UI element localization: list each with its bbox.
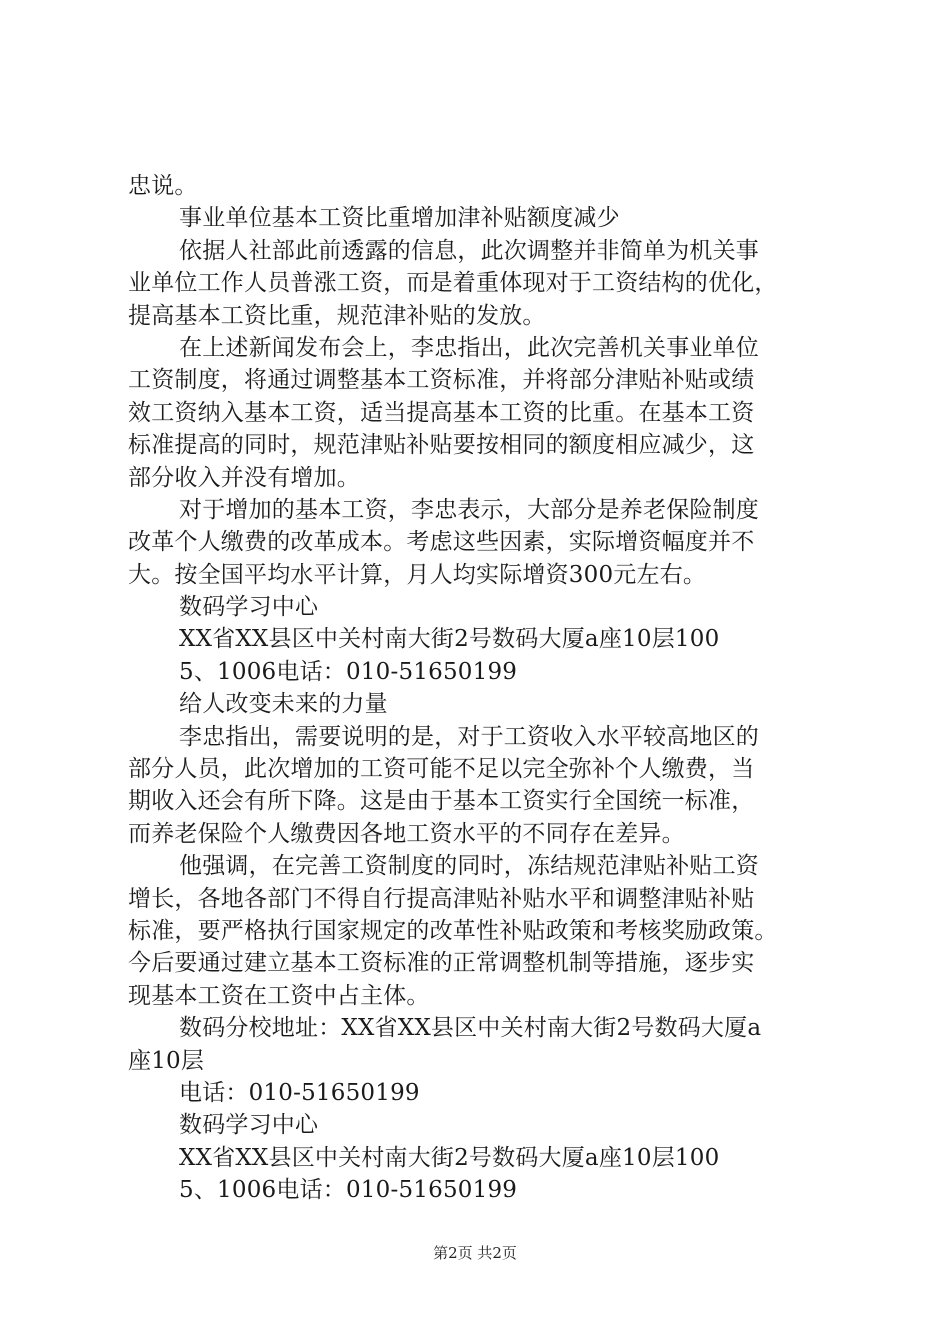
text-line: 电话：010-51650199	[179, 1079, 420, 1106]
text-line: 他强调，在完善工资制度的同时，冻结规范津贴补贴工资	[179, 853, 759, 880]
text-line: 增长，各地各部门不得自行提高津贴补贴水平和调整津贴补贴	[128, 885, 755, 912]
text-line: 忠说。	[128, 173, 198, 199]
text-line: 数码学习中心	[179, 1112, 319, 1139]
text-line: 现基本工资在工资中占主体。	[128, 982, 430, 1009]
text-line: 提高基本工资比重，规范津补贴的发放。	[128, 302, 546, 329]
text-line: 工资制度，将通过调整基本工资标准，并将部分津贴补贴或绩	[128, 367, 755, 394]
text-line: 改革个人缴费的改革成本。考虑这些因素，实际增资幅度并不	[128, 529, 755, 556]
text-line: 而养老保险个人缴费因各地工资水平的不同存在差异。	[128, 820, 685, 847]
text-line: 今后要通过建立基本工资标准的正常调整机制等措施，逐步实	[128, 950, 755, 977]
text-line: 5、1006电话：010-51650199	[179, 1177, 518, 1204]
text-line: 李忠指出，需要说明的是，对于工资收入水平较高地区的	[179, 723, 759, 750]
text-line: 部分收入并没有增加。	[128, 464, 360, 491]
page-footer: 第2页 共2页	[433, 1244, 517, 1262]
text-line: 事业单位基本工资比重增加津补贴额度减少	[179, 205, 620, 232]
text-line: 业单位工作人员普涨工资，而是着重体现对于工资结构的优化，	[128, 270, 778, 297]
text-line: 标准，要严格执行国家规定的改革性补贴政策和考核奖励政策。	[128, 917, 778, 944]
text-line: 数码分校地址：XX省XX县区中关村南大街2号数码大厦a	[179, 1015, 762, 1042]
text-line: 对于增加的基本工资，李忠表示，大部分是养老保险制度	[179, 496, 759, 523]
text-line: 在上述新闻发布会上，李忠指出，此次完善机关事业单位	[179, 334, 759, 361]
text-line: 5、1006电话：010-51650199	[179, 658, 518, 685]
text-line: 给人改变未来的力量	[179, 691, 388, 718]
document-body	[128, 170, 828, 1207]
text-line: XX省XX县区中关村南大街2号数码大厦a座10层100	[179, 1144, 720, 1171]
text-line: 效工资纳入基本工资，适当提高基本工资的比重。在基本工资	[128, 399, 755, 426]
text-line: XX省XX县区中关村南大街2号数码大厦a座10层100	[179, 626, 720, 653]
text-line: 标准提高的同时，规范津贴补贴要按相同的额度相应减少，这	[128, 432, 755, 459]
text-line: 大。按全国平均水平计算，月人均实际增资300元左右。	[128, 561, 707, 588]
text-line: 部分人员，此次增加的工资可能不足以完全弥补个人缴费，当	[128, 756, 755, 783]
text-line: 期收入还会有所下降。这是由于基本工资实行全国统一标准，	[128, 788, 755, 815]
text-line: 依据人社部此前透露的信息，此次调整并非简单为机关事	[179, 237, 759, 264]
text-line: 座10层	[128, 1047, 205, 1074]
text-line: 数码学习中心	[179, 594, 319, 621]
